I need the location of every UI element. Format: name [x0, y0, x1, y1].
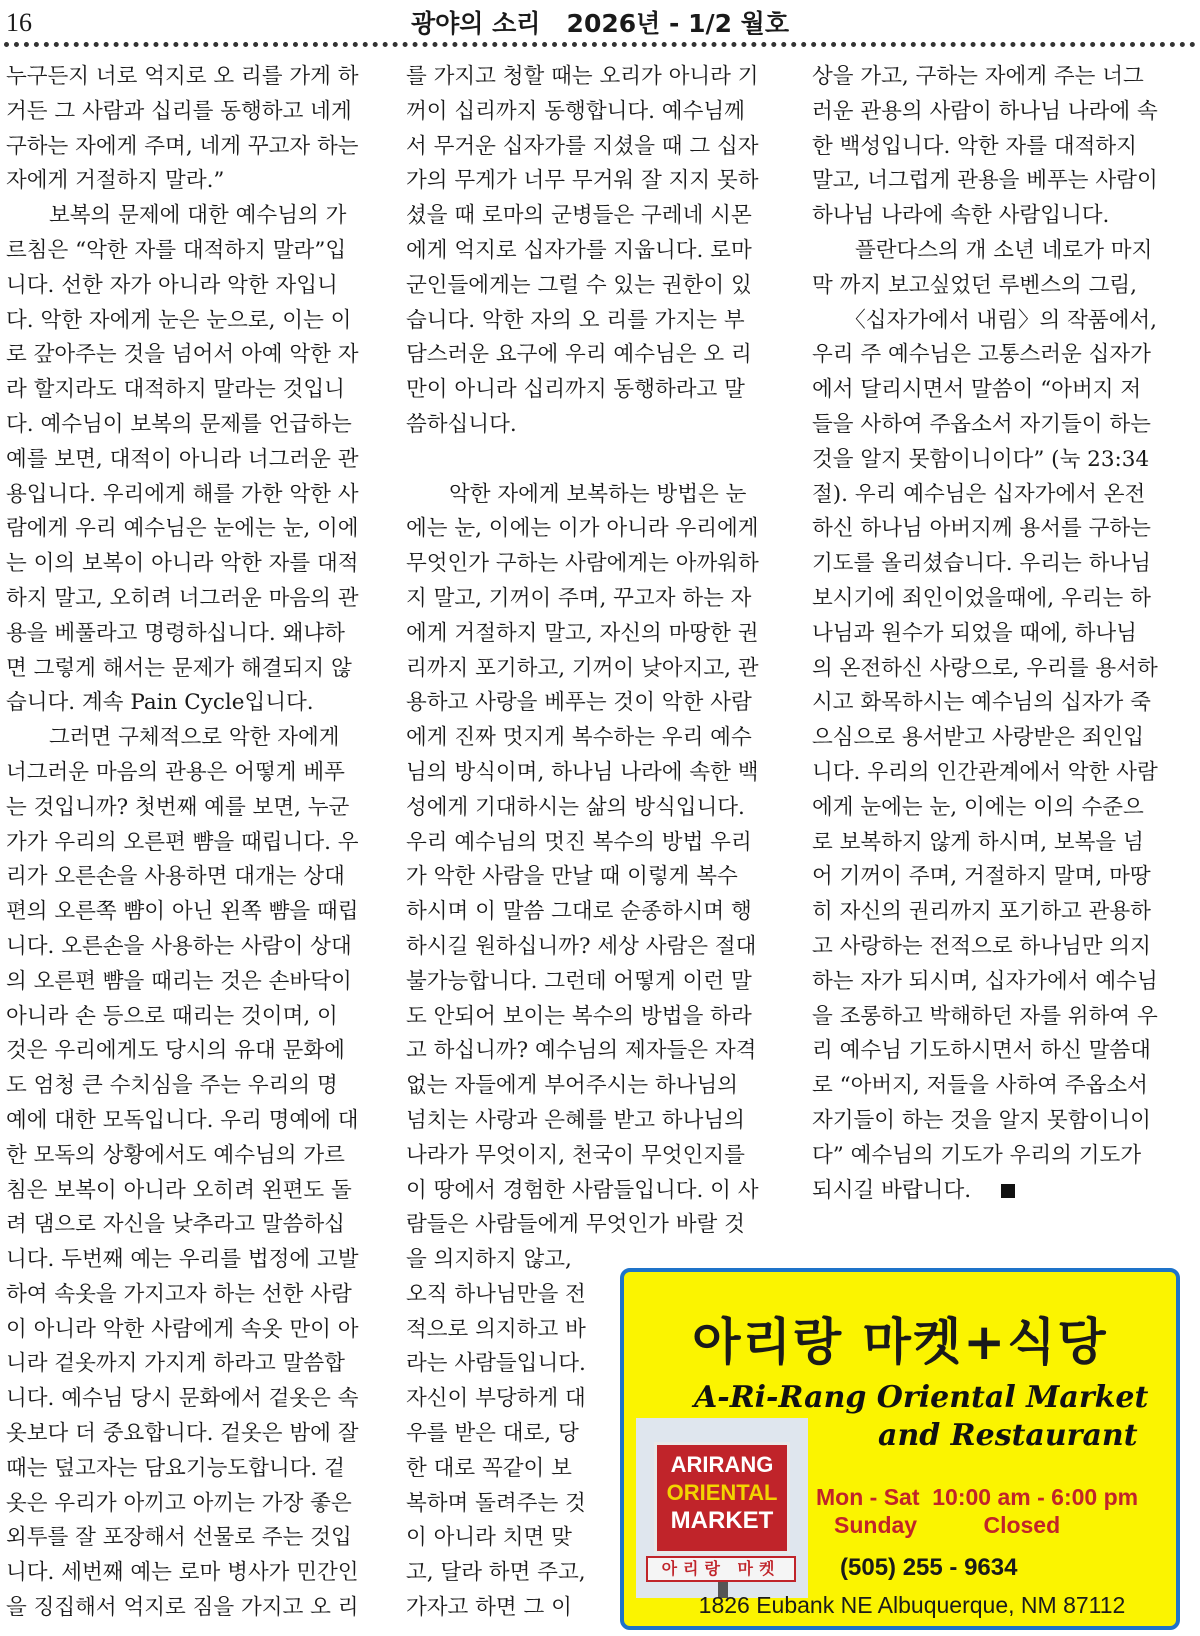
article-line: 고 사랑하는 전적으로 하나님만 의지 [812, 933, 1151, 959]
article-line: 로 보복하지 않게 하시며, 보복을 넘 [812, 829, 1144, 855]
article-line: 도 엄청 큰 수치심을 주는 우리의 명 [6, 1073, 338, 1099]
ad-korean-name: 아리랑 마켓+식당 [692, 1313, 1108, 1371]
article-line: 습니다. 계속 Pain Cycle입니다. [6, 690, 314, 716]
article-line: 막 까지 보고싶었던 루벤스의 그림, [812, 272, 1137, 298]
article-line: 다. 악한 자에게 눈은 눈으로, 이는 이 [6, 307, 352, 333]
article-line: 니다. 선한 자가 아니라 악한 자입니 [6, 272, 338, 298]
sign-korean-label: 아리랑 마켓 [646, 1556, 796, 1582]
article-line: 아니라 손 등으로 때리는 것이며, 이 [6, 1003, 338, 1029]
article-line: 람들은 사람들에게 무엇인가 바랄 것 [406, 1212, 745, 1238]
article-line: 을 의지하지 않고, [406, 1247, 572, 1273]
article-line: 니다. 예수님 당시 문화에서 겉옷은 속 [6, 1386, 359, 1412]
article-line: 하여 속옷을 가지고자 하는 선한 사람 [6, 1281, 352, 1307]
article-line: 한 모독의 상황에서도 예수님의 가르 [6, 1142, 345, 1168]
article-line: 우리 주 예수님은 고통스러운 십자가 [812, 342, 1151, 368]
article-line: 용하고 사랑을 베푸는 것이 악한 사람 [406, 690, 752, 716]
hours-sunday-label: Sunday [834, 1512, 918, 1538]
article-line: 가의 무게가 너무 무거워 잘 지지 못하 [406, 168, 759, 194]
article-line: 옷보다 더 중요합니다. 겉옷은 밤에 잘 [6, 1421, 359, 1447]
article-line: 히 자신의 권리까지 포기하고 관용하 [812, 899, 1151, 925]
article-line: 침은 보복이 아니라 오히려 왼편도 돌 [6, 1177, 352, 1203]
hours-sunday-status: Closed [983, 1512, 1061, 1538]
article-line: 외투를 잘 포장해서 선물로 주는 것입 [6, 1525, 352, 1551]
ad-english-name: A-Ri-Rang Oriental Market [694, 1380, 1149, 1415]
article-line: 는 이의 보복이 아니라 악한 자를 대적 [6, 551, 359, 577]
article-line: 너그러운 마음의 관용은 어떻게 베푸 [6, 759, 345, 785]
article-line: 하나님 나라에 속한 사람입니다. [812, 203, 1110, 229]
article-line: 이 땅에서 경험한 사람들입니다. 이 사 [406, 1177, 759, 1203]
article-line: 들을 사하여 주옵소서 자기들이 하는 [812, 411, 1151, 437]
article-line: 없는 자들에게 부어주시는 하나님의 [406, 1073, 739, 1099]
article-line: 니다. 우리의 인간관계에서 악한 사람 [812, 759, 1158, 785]
article-line: 지 말고, 기꺼이 주며, 꾸고자 하는 자 [406, 585, 752, 611]
article-line: 에게 거절하지 말고, 자신의 마땅한 권 [406, 620, 759, 646]
hours-sunday-row [834, 1512, 1164, 1539]
article-line: 으심으로 용서받고 사랑받은 죄인입 [812, 725, 1145, 751]
article-line: 보복의 문제에 대한 예수님의 가 [6, 203, 347, 229]
article-line: 이 아니라 치면 맞 [406, 1525, 572, 1551]
article-line: 꺼이 십리까지 동행합니다. 예수님께 [406, 98, 745, 124]
article-line: 옷은 우리가 아끼고 아끼는 가장 좋은 [6, 1490, 352, 1516]
article-line: 〈십자가에서 내림〉의 작품에서, [812, 307, 1157, 333]
article-line: 의 온전하신 사랑으로, 우리를 용서하 [812, 655, 1158, 681]
article-line: 자기들이 하는 것을 알지 못함이니이 [812, 1107, 1151, 1133]
article-line: 고 하십니까? 예수님의 제자들은 자격 [406, 1038, 757, 1064]
article-line: 되시길 바랍니다. [812, 1174, 1192, 1209]
article-line: 니다. 세번째 예는 로마 병사가 민간인 [6, 1560, 359, 1586]
article-line: 가 악한 사람을 만날 때 이렇게 복수 [406, 864, 738, 890]
article-line: 리가 오른손을 사용하면 대개는 상대 [6, 864, 345, 890]
article-line: 니라 겉옷까지 가지게 하라고 말씀합 [6, 1351, 345, 1377]
article-line: 라는 사람들입니다. [406, 1351, 586, 1377]
article-line: 셨을 때 로마의 군병들은 구레네 시몬 [406, 203, 752, 229]
article-line: 니다. 두번째 예는 우리를 법정에 고발 [6, 1247, 359, 1273]
article-line: 이 아니라 악한 사람에게 속옷 만이 아 [6, 1316, 359, 1342]
ad-english-subtitle: and Restaurant [878, 1418, 1138, 1453]
article-line: 오직 하나님만을 전 [406, 1281, 586, 1307]
article-line: 님의 방식이며, 하나님 나라에 속한 백 [406, 759, 759, 785]
article-line: 편의 오른쪽 뺨이 아닌 왼쪽 뺨을 때립 [6, 899, 359, 925]
article-line: 리 예수님 기도하시면서 하신 말씀대 [812, 1038, 1151, 1064]
article-line: 한 대로 꼭같이 보 [406, 1455, 572, 1481]
market-advertisement [620, 1268, 1180, 1630]
article-line: 다. 예수님이 보복의 문제를 언급하는 [6, 411, 352, 437]
article-line [406, 443, 782, 478]
header-dotted-divider [4, 42, 1196, 47]
article-line: 복하며 돌려주는 것 [406, 1490, 586, 1516]
article-line: 누구든지 너로 억지로 오 리를 가게 하 [6, 64, 359, 89]
store-sign-board [654, 1442, 790, 1554]
article-line: 라 할지라도 대적하지 말라는 것입니 [6, 377, 345, 403]
article-line: 을 징집해서 억지로 짐을 가지고 오 리 [6, 1595, 359, 1621]
article-end-mark [1001, 1184, 1015, 1198]
article-line: 무엇인가 구하는 사람에게는 아까워하 [406, 551, 759, 577]
article-line: 는 것입니까? 첫번째 예를 보면, 누군 [6, 794, 350, 820]
article-line: 가가 우리의 오른편 뺨을 때립니다. 우 [6, 829, 359, 855]
article-line: 용입니다. 우리에게 해를 가한 악한 사 [6, 481, 359, 507]
article-line: 우를 받은 대로, 당 [406, 1421, 579, 1447]
article-line: 예를 보면, 대적이 아니라 너그러운 관 [6, 446, 359, 472]
article-line: 플란다스의 개 소년 네로가 마지 [812, 237, 1153, 263]
article-line: 하신 하나님 아버지께 용서를 구하는 [812, 516, 1151, 542]
hours-weekdays: Mon - Sat 10:00 am - 6:00 pm [816, 1484, 1139, 1510]
article-line: 것은 우리에게도 당시의 유대 문화에 [6, 1038, 345, 1064]
article-line: 것을 알지 못함이니이다” (눅 23:34 [812, 446, 1150, 472]
article-line: 적으로 의지하고 바 [406, 1316, 586, 1342]
article-line: 만이 아니라 십리까지 동행하라고 말 [406, 377, 745, 403]
article-line: 그러면 구체적으로 악한 자에게 [6, 725, 340, 751]
article-line: 때는 덮고자는 담요기능도합니다. 겉 [6, 1455, 345, 1481]
article-line: 도 안되어 보이는 복수의 방법을 하라 [406, 1003, 752, 1029]
article-line: 절). 우리 예수님은 십자가에서 온전 [812, 481, 1146, 507]
article-line: 람에게 우리 예수님은 눈에는 눈, 이에 [6, 516, 359, 542]
article-line: 에는 눈, 이에는 이가 아니라 우리에게 [406, 516, 759, 542]
ad-phone-number: (505) 255 - 9634 [840, 1554, 1018, 1581]
page-header [0, 0, 1200, 44]
article-line: 습니다. 악한 자의 오 리를 가지는 부 [406, 307, 745, 333]
article-line: 를 가지고 청할 때는 오리가 아니라 기 [406, 64, 759, 89]
article-line: 예에 대한 모독입니다. 우리 명예에 대 [6, 1107, 359, 1133]
article-line: 에게 진짜 멋지게 복수하는 우리 예수 [406, 725, 752, 751]
article-line: 면 그렇게 해서는 문제가 해결되지 않 [6, 655, 352, 681]
article-line: 말고, 너그럽게 관용을 베푸는 사람이 [812, 168, 1158, 194]
article-line: 하지 말고, 오히려 너그러운 마음의 관 [6, 585, 359, 611]
article-line: 넘치는 사랑과 은혜를 받고 하나님의 [406, 1107, 745, 1133]
store-sign-photo [636, 1418, 808, 1598]
ad-address: 1826 Eubank NE Albuquerque, NM 87112 [698, 1592, 1126, 1618]
article-column-1 [6, 60, 378, 1636]
article-line: 시고 화목하시는 예수님의 십자가 죽 [812, 690, 1151, 716]
article-line: 우리 예수님의 멋진 복수의 방법 우리 [406, 829, 752, 855]
newsletter-title: 광야의 소리 2026년 - 1/2 월호 [410, 9, 789, 38]
article-line: 을 조롱하고 박해하던 자를 위하여 우 [812, 1003, 1158, 1029]
article-line: 러운 관용의 사람이 하나님 나라에 속 [812, 98, 1158, 124]
article-line: 의 오른편 뺨을 때리는 것은 손바닥이 [6, 968, 352, 994]
article-line: 고, 달라 하면 주고, [406, 1560, 586, 1586]
article-line: 나님과 원수가 되었을 때에, 하나님 [812, 620, 1137, 646]
article-line: 르침은 “악한 자를 대적하지 말라”입 [6, 237, 347, 263]
article-line: 다” 예수님의 기도가 우리의 기도가 [812, 1142, 1142, 1168]
article-line: 씀하십니다. [406, 411, 517, 437]
article-line: 한 백성입니다. 악한 자를 대적하지 [812, 133, 1137, 159]
article-line: 하시길 원하십니까? 세상 사람은 절대 [406, 933, 757, 959]
article-line: 불가능합니다. 그런데 어떻게 이런 말 [406, 968, 752, 994]
article-line: 로 “아버지, 저들을 사하여 주옵소서 [812, 1073, 1148, 1099]
article-line: 리까지 포기하고, 기꺼이 낮아지고, 관 [406, 655, 759, 681]
page-number: 16 [6, 8, 32, 37]
article-line: 자에게 거절하지 말라.” [6, 168, 225, 194]
article-line: 하는 자가 되시며, 십자가에서 예수님 [812, 968, 1158, 994]
article-line: 보시기에 죄인이었을때에, 우리는 하 [812, 585, 1151, 611]
article-line: 상을 가고, 구하는 자에게 주는 너그 [812, 64, 1144, 89]
article-line: 담스러운 요구에 우리 예수님은 오 리 [406, 342, 752, 368]
article-line: 니다. 오른손을 사용하는 사람이 상대 [6, 933, 352, 959]
article-line: 에게 눈에는 눈, 이에는 이의 수준으 [812, 794, 1144, 820]
article-column-3 [812, 60, 1192, 1230]
sign-line-market: MARKET [670, 1507, 774, 1534]
article-line: 자신이 부당하게 대 [406, 1386, 586, 1412]
article-line: 악한 자에게 보복하는 방법은 눈 [406, 481, 747, 507]
article-line: 가자고 하면 그 이 [406, 1595, 572, 1621]
article-line: 에서 달리시면서 말씀이 “아버지 저 [812, 377, 1142, 403]
sign-line-oriental: ORIENTAL [666, 1480, 778, 1505]
article-line: 나라가 무엇이지, 천국이 무엇인지를 [406, 1142, 745, 1168]
article-line: 어 기꺼이 주며, 거절하지 말며, 마땅 [812, 864, 1151, 890]
article-line: 하시며 이 말씀 그대로 순종하시며 행 [406, 899, 752, 925]
article-line: 려 댐으로 자신을 낮추라고 말씀하십 [6, 1212, 345, 1238]
article-line: 성에게 기대하시는 삶의 방식입니다. [406, 794, 745, 820]
article-line: 서 무거운 십자가를 지셨을 때 그 십자 [406, 133, 759, 159]
article-line: 용을 베풀라고 명령하십니다. 왜냐하 [6, 620, 345, 646]
article-line: 군인들에게는 그럴 수 있는 권한이 있 [406, 272, 752, 298]
article-line: 구하는 자에게 주며, 네게 꾸고자 하는 [6, 133, 359, 159]
sign-line-arirang: ARIRANG [670, 1452, 774, 1477]
article-line: 기도를 올리셨습니다. 우리는 하나님 [812, 551, 1151, 577]
article-line: 거든 그 사람과 십리를 동행하고 네게 [6, 98, 352, 124]
article-line: 에게 억지로 십자가를 지웁니다. 로마 [406, 237, 752, 263]
article-line: 로 갚아주는 것을 넘어서 아예 악한 자 [6, 342, 359, 368]
